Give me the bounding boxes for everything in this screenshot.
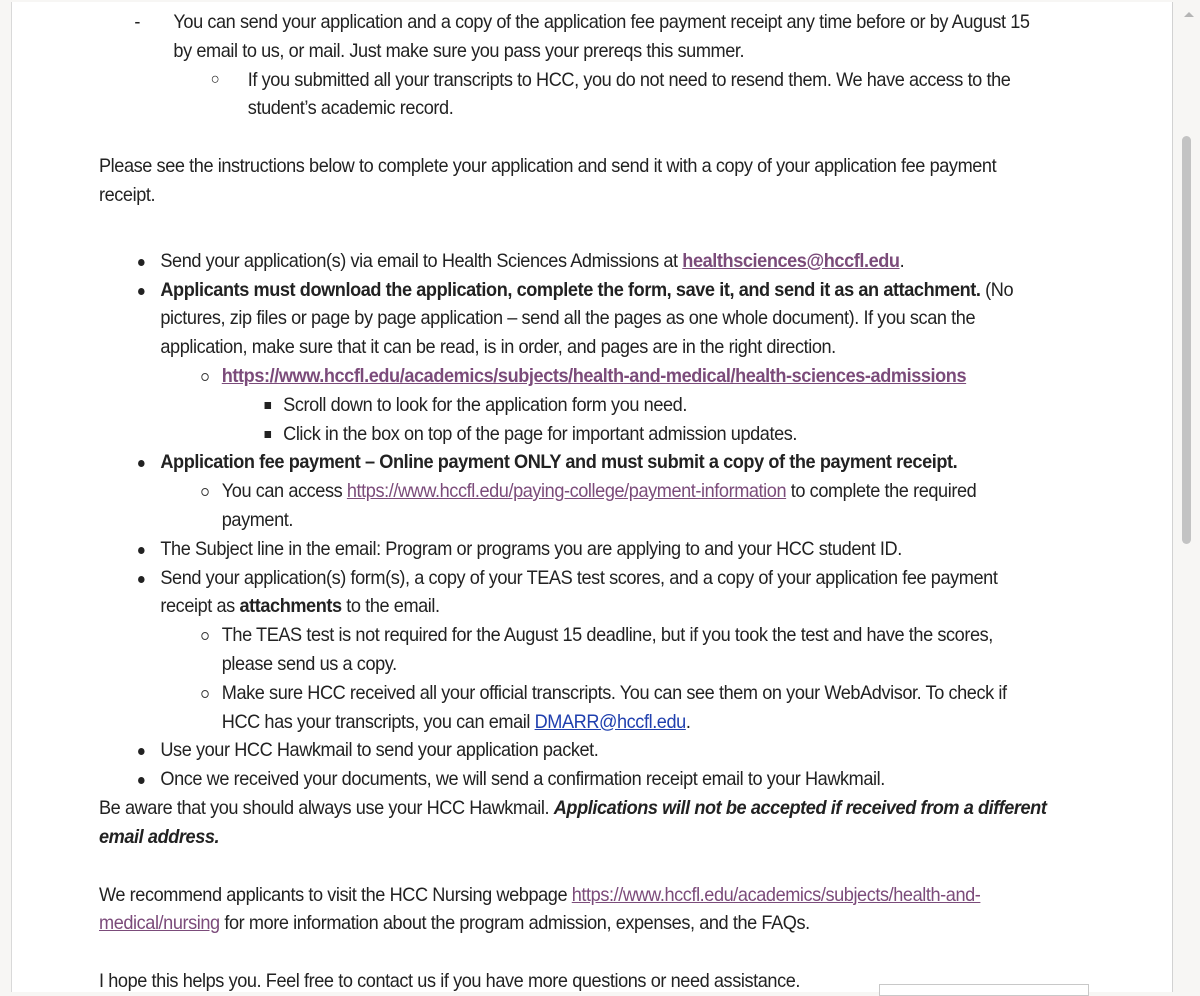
payment-info-link[interactable]: https://www.hccfl.edu/paying-college/payment-information (346, 480, 787, 503)
list-item: Applicants must download the application, complete the form, save it, and send it as an attachment. (No pictures, zip files or page by page application – send all the pages as one whole document). If you scan the application, make sure that it can be read, is in order, and pages are in the right direction. https://www.hccfl.edu/academics/subjects/health-and-medical/health-sciences-admissions Scroll down to look for the application form you need. Click in the box on top of the page for important admission updates. (160, 276, 1047, 449)
list-subsubitem: Scroll down to look for the application form you need. (283, 391, 1047, 420)
list-item: Send your application(s) via email to Health Sciences Admissions at healthsciences@hccfl.edu. (160, 247, 1047, 276)
bullet-icon (138, 777, 145, 784)
dash-bullet: - (134, 11, 140, 33)
list-item: Send your application(s) form(s), a copy of your TEAS test scores, and a copy of your application fee payment receipt as attachments to the email. The TEAS test is not required for the August 15 deadline, but if you took the test and have the scores, please send us a copy. Make sure HCC received all your official transcripts. You can see them on your WebAdvisor. To check if HCC has your transcripts, you can email DMARR@hccfl.edu. (160, 564, 1047, 737)
list-subitem (222, 362, 1048, 448)
list-item: The Subject line in the email: Program or programs you are applying to and your HCC student ID. (160, 535, 1047, 564)
list-subitem: The TEAS test is not required for the August 15 deadline, but if you took the test and have the scores, please send us a copy. (222, 621, 1048, 679)
list-item: Application fee payment – Online payment ONLY and must submit a copy of the payment receipt. You can access https://www.hccfl.edu/paying-college/payment-information to complete the required payment. (160, 448, 1047, 534)
dash-subitem-text: If you submitted all your transcripts to HCC, you do not need to resend them. We have access to the student’s academic record. (247, 68, 1011, 120)
circle-bullet-icon: ○ (210, 70, 220, 88)
circle-bullet-icon (201, 632, 208, 640)
list-item: Once we received your documents, we will send a confirmation receipt email to your Hawkmail. (160, 765, 1047, 794)
hawkmail-warning: Be aware that you should always use your HCC Hawkmail. Applications will not be accepted if received from a different email address. (99, 796, 1047, 848)
admissions-page-link[interactable]: https://www.hccfl.edu/academics/subjects/health-and-medical/health-sciences-admissions (221, 364, 967, 387)
list-subitem: Make sure HCC received all your official transcripts. You can see them on your WebAdvisor. To check if HCC has your transcripts, you can email DMARR@hccfl.edu. (222, 679, 1048, 737)
bullet-icon (138, 259, 145, 266)
closing-text: I hope this helps you. Feel free to contact us if you have more questions or need assistance. (99, 970, 801, 993)
bullet-icon (138, 576, 145, 583)
bullet-icon (138, 288, 145, 295)
instructions-list (99, 247, 1048, 794)
list-subsubitem: Click in the box on top of the page for important admission updates. (283, 420, 1047, 449)
square-bullet-icon (265, 402, 272, 409)
reply-box[interactable] (879, 984, 1089, 996)
nursing-page-link[interactable]: https://www.hccfl.edu/academics/subjects/health-and-medical/nursing (99, 883, 981, 935)
circle-bullet-icon (201, 488, 208, 496)
bullet-icon (138, 547, 145, 554)
square-bullet-icon (265, 431, 272, 438)
email-content (99, 8, 1048, 996)
dash-item-text: You can send your application and a copy of the application fee payment receipt any time before or by August 15 by email to us, or mail. Just make sure you pass your prereqs this summer. (173, 11, 1030, 62)
nursing-recommendation: We recommend applicants to visit the HCC Nursing webpage https://www.hccfl.edu/academics/subjects/health-and-medical/nursing for more information about the program admission, expenses, and the FAQs. (99, 883, 981, 935)
circle-bullet-icon (201, 690, 208, 698)
circle-bullet-icon (201, 373, 208, 381)
bullet-icon (138, 748, 145, 755)
dash-subitem (99, 66, 1048, 124)
list-item: Use your HCC Hawkmail to send your application packet. (160, 736, 1047, 765)
bullet-icon (138, 460, 145, 467)
dmarr-email-link[interactable]: DMARR@hccfl.edu (534, 710, 686, 733)
dash-item (99, 8, 1048, 66)
healthsciences-email-link[interactable]: healthsciences@hccfl.edu (682, 249, 900, 272)
list-subitem: You can access https://www.hccfl.edu/paying-college/payment-information to complete the required payment. (222, 477, 1048, 535)
instructions-intro: Please see the instructions below to complete your application and send it with a copy of your application fee payment receipt. (99, 155, 997, 206)
scrollbar-thumb[interactable] (1182, 136, 1191, 544)
scroll-up-arrow-icon[interactable] (1184, 12, 1194, 17)
